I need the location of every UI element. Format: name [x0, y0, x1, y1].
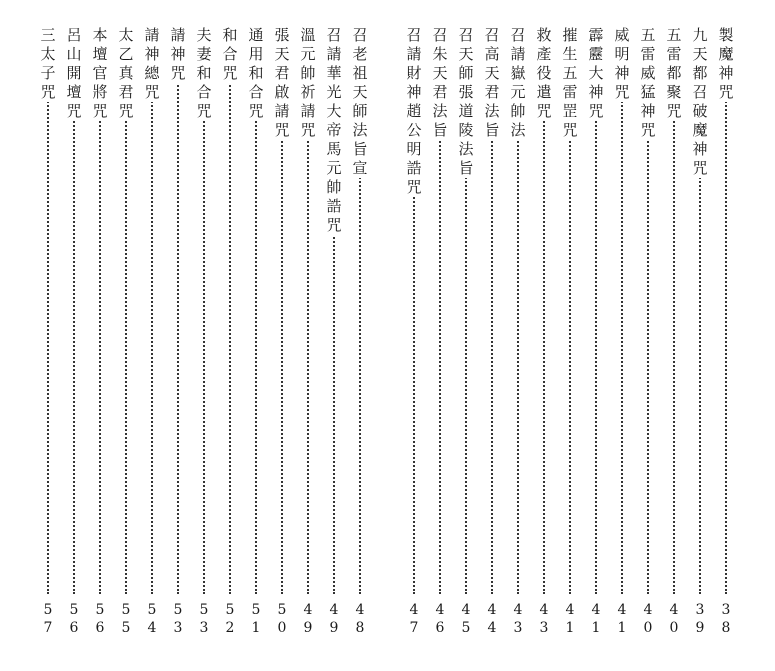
toc-entry[interactable]: [194, 26, 214, 638]
page-number: 4 7: [409, 602, 419, 636]
dot-leader: [229, 26, 231, 594]
toc-entry[interactable]: [534, 26, 554, 638]
page-number: 5 2: [225, 602, 235, 636]
entry-title: 通 用 和 合 咒: [246, 26, 266, 121]
toc-entry[interactable]: [272, 26, 292, 638]
entry-title: 召 朱 天 君 法 旨: [430, 26, 450, 140]
entry-title: 九 天 都 召 破 魔 神 咒: [690, 26, 710, 178]
toc-entry[interactable]: [324, 26, 344, 638]
entry-title: 和 合 咒: [220, 26, 240, 83]
page-number: 4 3: [539, 602, 549, 636]
entry-title: 召 老 祖 天 師 法 旨 宣: [350, 26, 370, 178]
toc-entry[interactable]: [430, 26, 450, 638]
toc-entry[interactable]: [116, 26, 136, 638]
page-number: 4 6: [435, 602, 445, 636]
page-number: 4 0: [669, 602, 679, 636]
dot-leader: [47, 26, 49, 594]
entry-title: 製 魔 神 咒: [716, 26, 736, 102]
toc-entry[interactable]: [560, 26, 580, 638]
entry-title: 摧 生 五 雷 罡 咒: [560, 26, 580, 140]
toc-entry[interactable]: [404, 26, 424, 638]
entry-title: 張 天 君 啟 請 咒: [272, 26, 292, 140]
entry-title: 威 明 神 咒: [612, 26, 632, 102]
toc-entry[interactable]: [716, 26, 736, 638]
toc-entry[interactable]: [586, 26, 606, 638]
page-number: 5 1: [251, 602, 261, 636]
toc-entry[interactable]: [246, 26, 266, 638]
toc-entry[interactable]: [612, 26, 632, 638]
page-number: 4 4: [487, 602, 497, 636]
toc-entry[interactable]: [38, 26, 58, 638]
page-number: 5 3: [199, 602, 209, 636]
page-number: 3 8: [721, 602, 731, 636]
toc-entry[interactable]: [298, 26, 318, 638]
dot-leader: [151, 26, 153, 594]
toc-entry[interactable]: [638, 26, 658, 638]
toc-entry[interactable]: [482, 26, 502, 638]
entry-title: 召 請 財 神 趙 公 明 誥 咒: [404, 26, 424, 197]
page-number: 5 6: [95, 602, 105, 636]
page-number: 4 1: [565, 602, 575, 636]
page-number: 4 1: [591, 602, 601, 636]
dot-leader: [725, 26, 727, 594]
toc-entry[interactable]: [220, 26, 240, 638]
page-number: 5 4: [147, 602, 157, 636]
page-number: 4 0: [643, 602, 653, 636]
toc-entry[interactable]: [142, 26, 162, 638]
page-number: 4 9: [303, 602, 313, 636]
dot-leader: [621, 26, 623, 594]
toc-entry[interactable]: [64, 26, 84, 638]
entry-title: 召 高 天 君 法 旨: [482, 26, 502, 140]
entry-title: 召 請 嶽 元 帥 法: [508, 26, 528, 140]
entry-title: 請 神 總 咒: [142, 26, 162, 102]
toc-entry[interactable]: [664, 26, 684, 638]
entry-title: 溫 元 帥 祈 請 咒: [298, 26, 318, 140]
toc-entry[interactable]: [690, 26, 710, 638]
entry-title: 召 請 華 光 大 帝 馬 元 帥 誥 咒: [324, 26, 344, 235]
page-number: 5 3: [173, 602, 183, 636]
entry-title: 夫 妻 和 合 咒: [194, 26, 214, 121]
page-number: 5 7: [43, 602, 53, 636]
page-number: 4 5: [461, 602, 471, 636]
entry-title: 呂 山 開 壇 咒: [64, 26, 84, 121]
toc-entry[interactable]: [90, 26, 110, 638]
toc-entry[interactable]: [456, 26, 476, 638]
page-number: 5 0: [277, 602, 287, 636]
toc-entry[interactable]: [168, 26, 188, 638]
toc-entry[interactable]: [350, 26, 370, 638]
dot-leader: [177, 26, 179, 594]
entry-title: 召 天 師 張 道 陵 法 旨: [456, 26, 476, 178]
page-number: 5 5: [121, 602, 131, 636]
entry-title: 請 神 咒: [168, 26, 188, 83]
entry-title: 五 雷 都 聚 咒: [664, 26, 684, 121]
entry-title: 太 乙 真 君 咒: [116, 26, 136, 121]
toc-entry[interactable]: [508, 26, 528, 638]
entry-title: 救 產 役 遣 咒: [534, 26, 554, 121]
page-number: 4 3: [513, 602, 523, 636]
page-number: 4 1: [617, 602, 627, 636]
page-number: 4 9: [329, 602, 339, 636]
page-number: 4 8: [355, 602, 365, 636]
entry-title: 三 太 子 咒: [38, 26, 58, 102]
entry-title: 五 雷 威 猛 神 咒: [638, 26, 658, 140]
entry-title: 霹 靂 大 神 咒: [586, 26, 606, 121]
page-number: 5 6: [69, 602, 79, 636]
page-number: 3 9: [695, 602, 705, 636]
entry-title: 本 壇 官 將 咒: [90, 26, 110, 121]
